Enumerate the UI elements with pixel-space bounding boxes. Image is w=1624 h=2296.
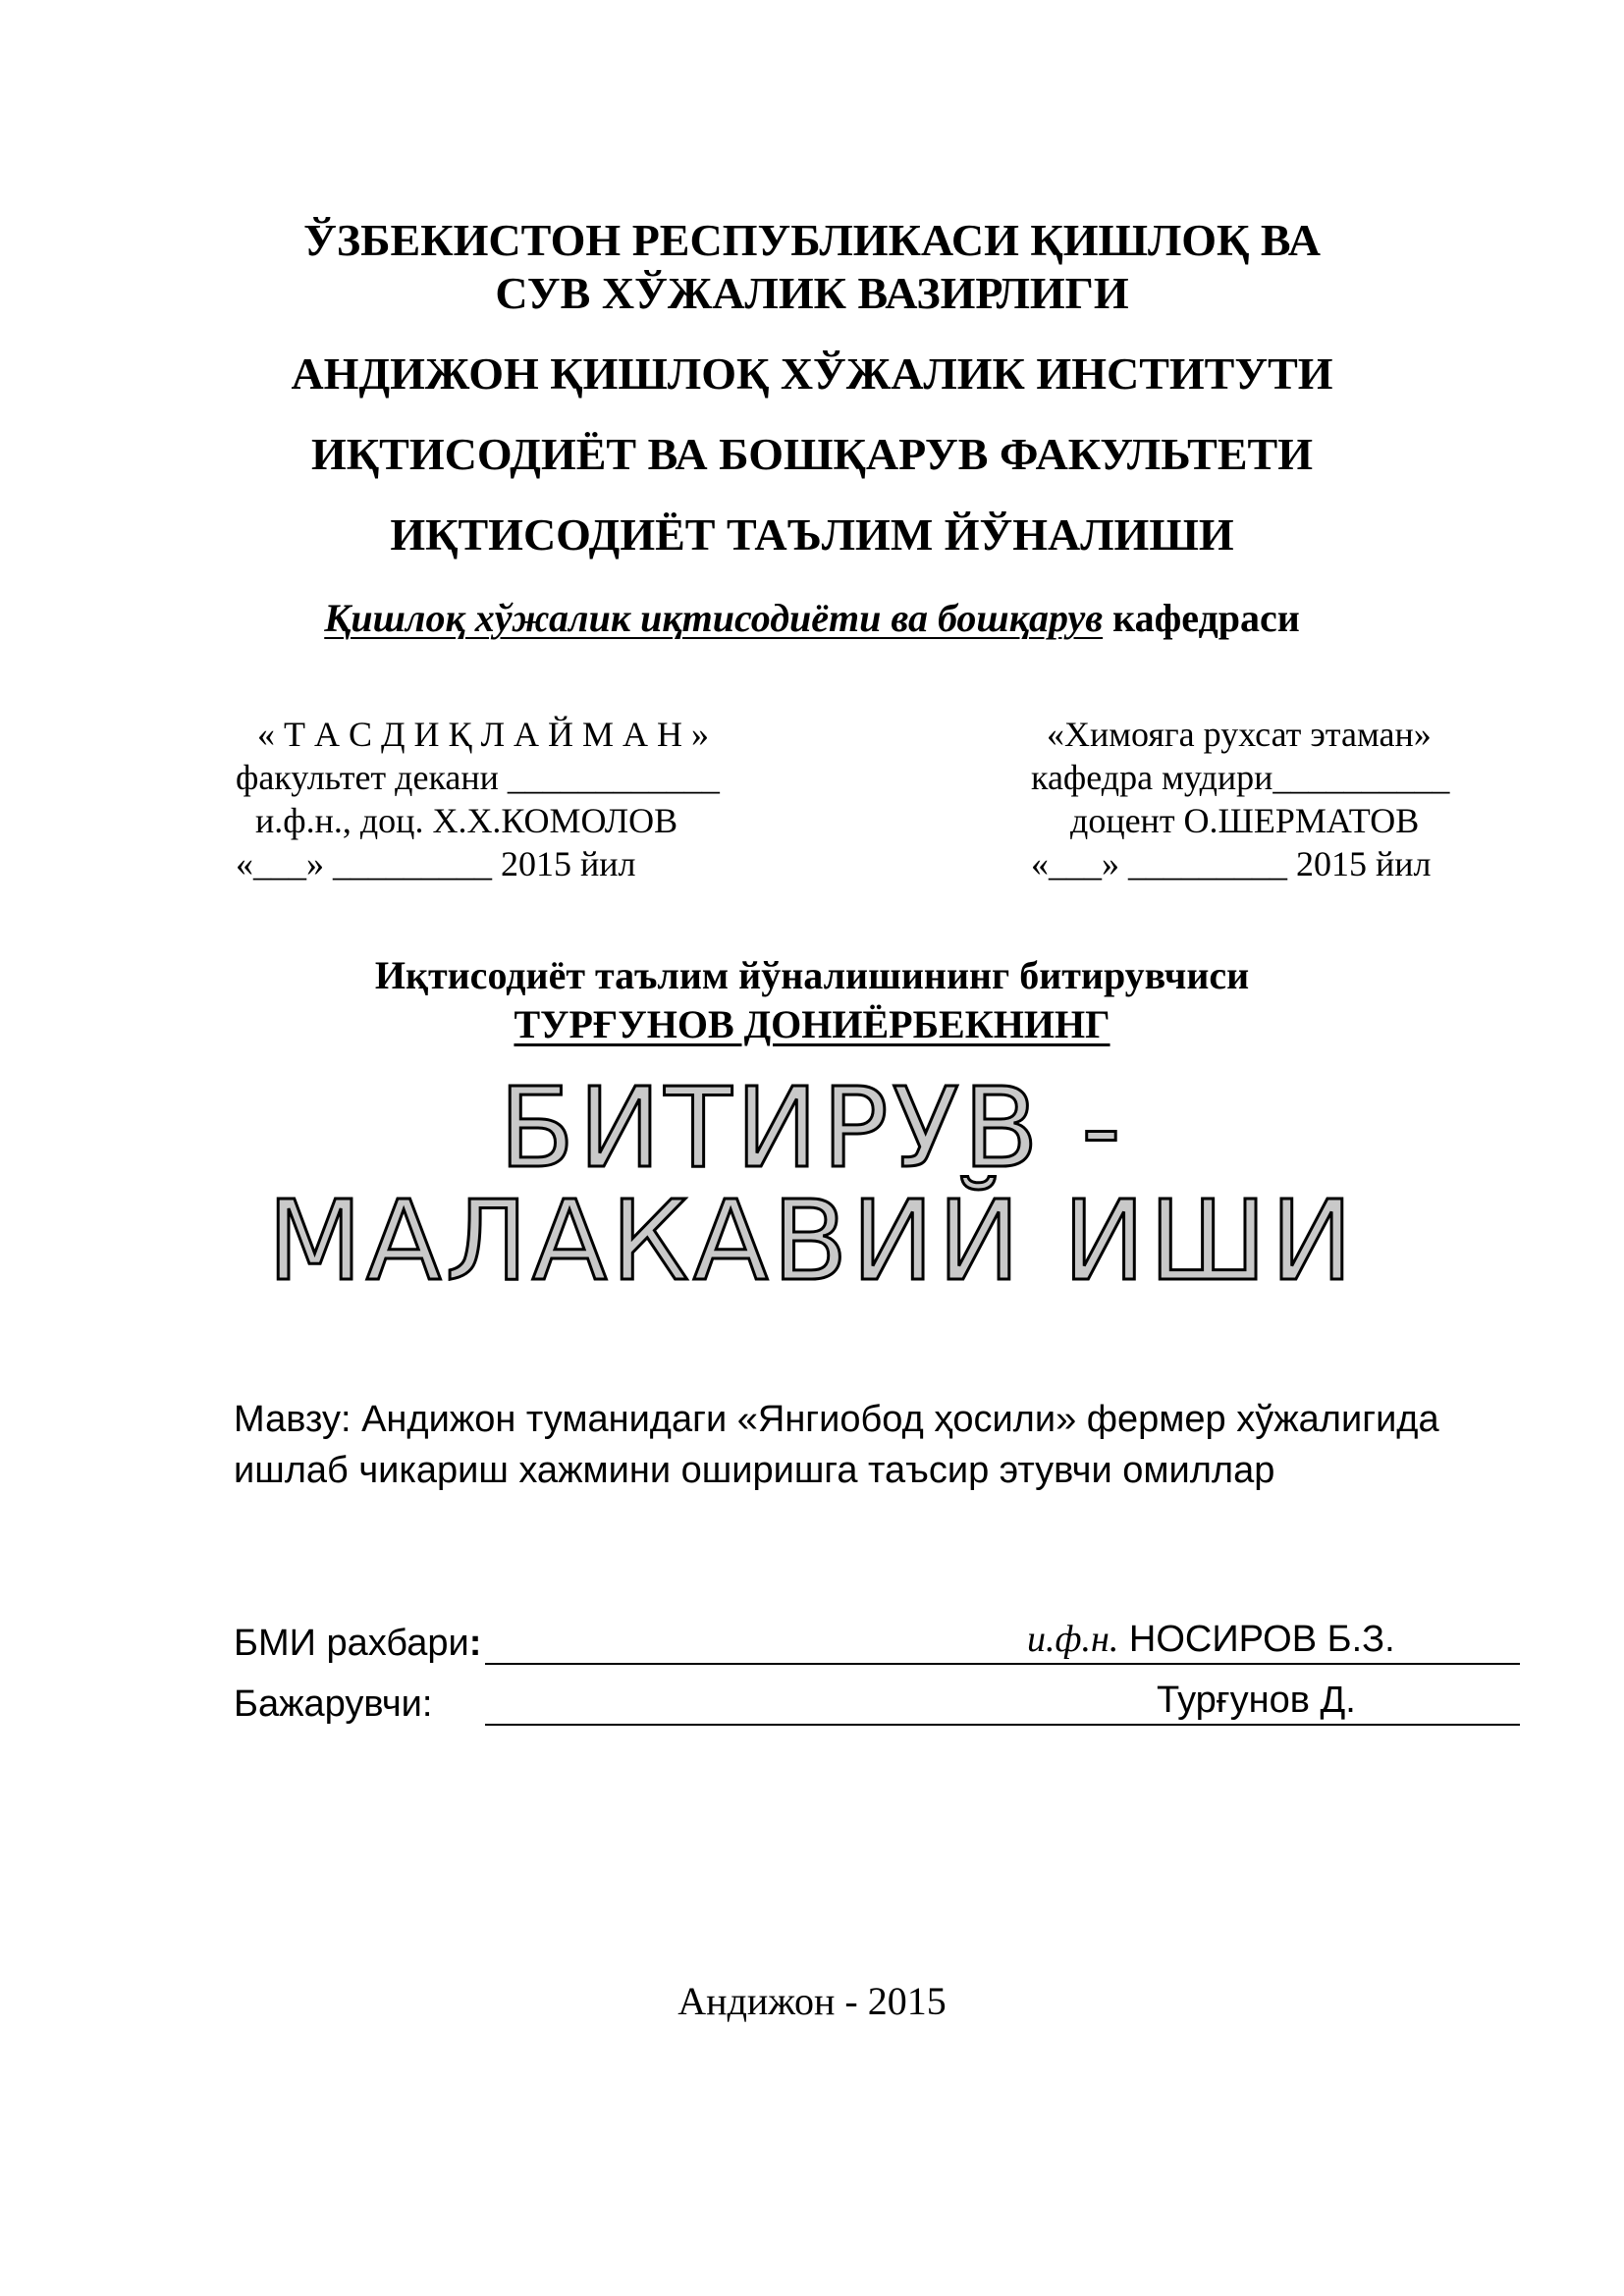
approval-left-person: и.ф.н., доц. Х.Х.КОМОЛОВ (255, 801, 678, 840)
ministry-line-2: СУВ ХЎЖАЛИК ВАЗИРЛИГИ (495, 268, 1129, 318)
approval-left-date: «___» _________ 2015 йил (236, 844, 636, 883)
supervisor-row (234, 1620, 1520, 1671)
city-year: Андижон - 2015 (677, 1979, 947, 2023)
work-title-line-2: МАЛАКАВИЙ ИШИ (267, 1178, 1357, 1306)
supervisor-value (1027, 1618, 1395, 1661)
ministry-line-1: ЎЗБЕКИСТОН РЕСПУБЛИКАСИ ҚИШЛОҚ ВА (303, 215, 1321, 265)
executor-signature-line (485, 1723, 1520, 1726)
approval-left (236, 713, 785, 885)
topic (234, 1394, 1569, 1496)
topic-line-2: ишлаб чикариш хажмини оширишга таъсир этувчи омиллар (234, 1450, 1275, 1491)
approval-right (1031, 713, 1522, 885)
executor-label: Бажарувчи: (234, 1683, 433, 1725)
executor-row (234, 1681, 1520, 1732)
department-line (0, 593, 1624, 644)
ministry-title (0, 214, 1624, 320)
direction-title: ИҚТИСОДИЁТ ТАЪЛИМ ЙЎНАЛИШИ (390, 509, 1234, 560)
supervisor-degree: и.ф.н. (1027, 1619, 1119, 1660)
faculty-title: ИҚТИСОДИЁТ ВА БОШҚАРУВ ФАКУЛЬТЕТИ (311, 429, 1313, 479)
institute-title: АНДИЖОН ҚИШЛОҚ ХЎЖАЛИК ИНСТИТУТИ (291, 348, 1333, 399)
supervisor-colon: : (468, 1623, 482, 1664)
approval-right-role: кафедра мудири__________ (1031, 758, 1450, 797)
department-name: Қишлоқ хўжалик иқтисодиёти ва бошқарув (324, 596, 1104, 640)
supervisor-signature-line (485, 1662, 1520, 1665)
work-title-line-1: БИТИРУВ - (499, 1065, 1125, 1193)
executor-name: Турғунов Д. (1157, 1680, 1356, 1721)
approval-right-person: доцент О.ШЕРМАТОВ (1070, 801, 1420, 840)
graduate-line: Иқтисодиёт таълим йўналишининг битирувчиси (374, 953, 1250, 997)
supervisor-label: БМИ рахбари (234, 1623, 469, 1664)
topic-line-1: Мавзу: Андижон туманидаги «Янгиобод ҳосили» фермер хўжалигида (234, 1399, 1439, 1440)
approval-left-role: факультет декани ____________ (236, 758, 720, 797)
supervisor-name: НОСИРОВ Б.З. (1128, 1619, 1395, 1660)
approval-right-title: «Химояга рухсат этаман» (1047, 715, 1432, 754)
graduate-name: ТУРҒУНОВ ДОНИЁРБЕКНИНГ (514, 1002, 1110, 1046)
department-suffix: кафедраси (1112, 596, 1300, 640)
approval-left-title: « Т А С Д И Қ Л А Й М А Н » (257, 715, 709, 754)
supervisor-label-group (234, 1623, 481, 1665)
approval-right-date: «___» _________ 2015 йил (1031, 844, 1432, 883)
